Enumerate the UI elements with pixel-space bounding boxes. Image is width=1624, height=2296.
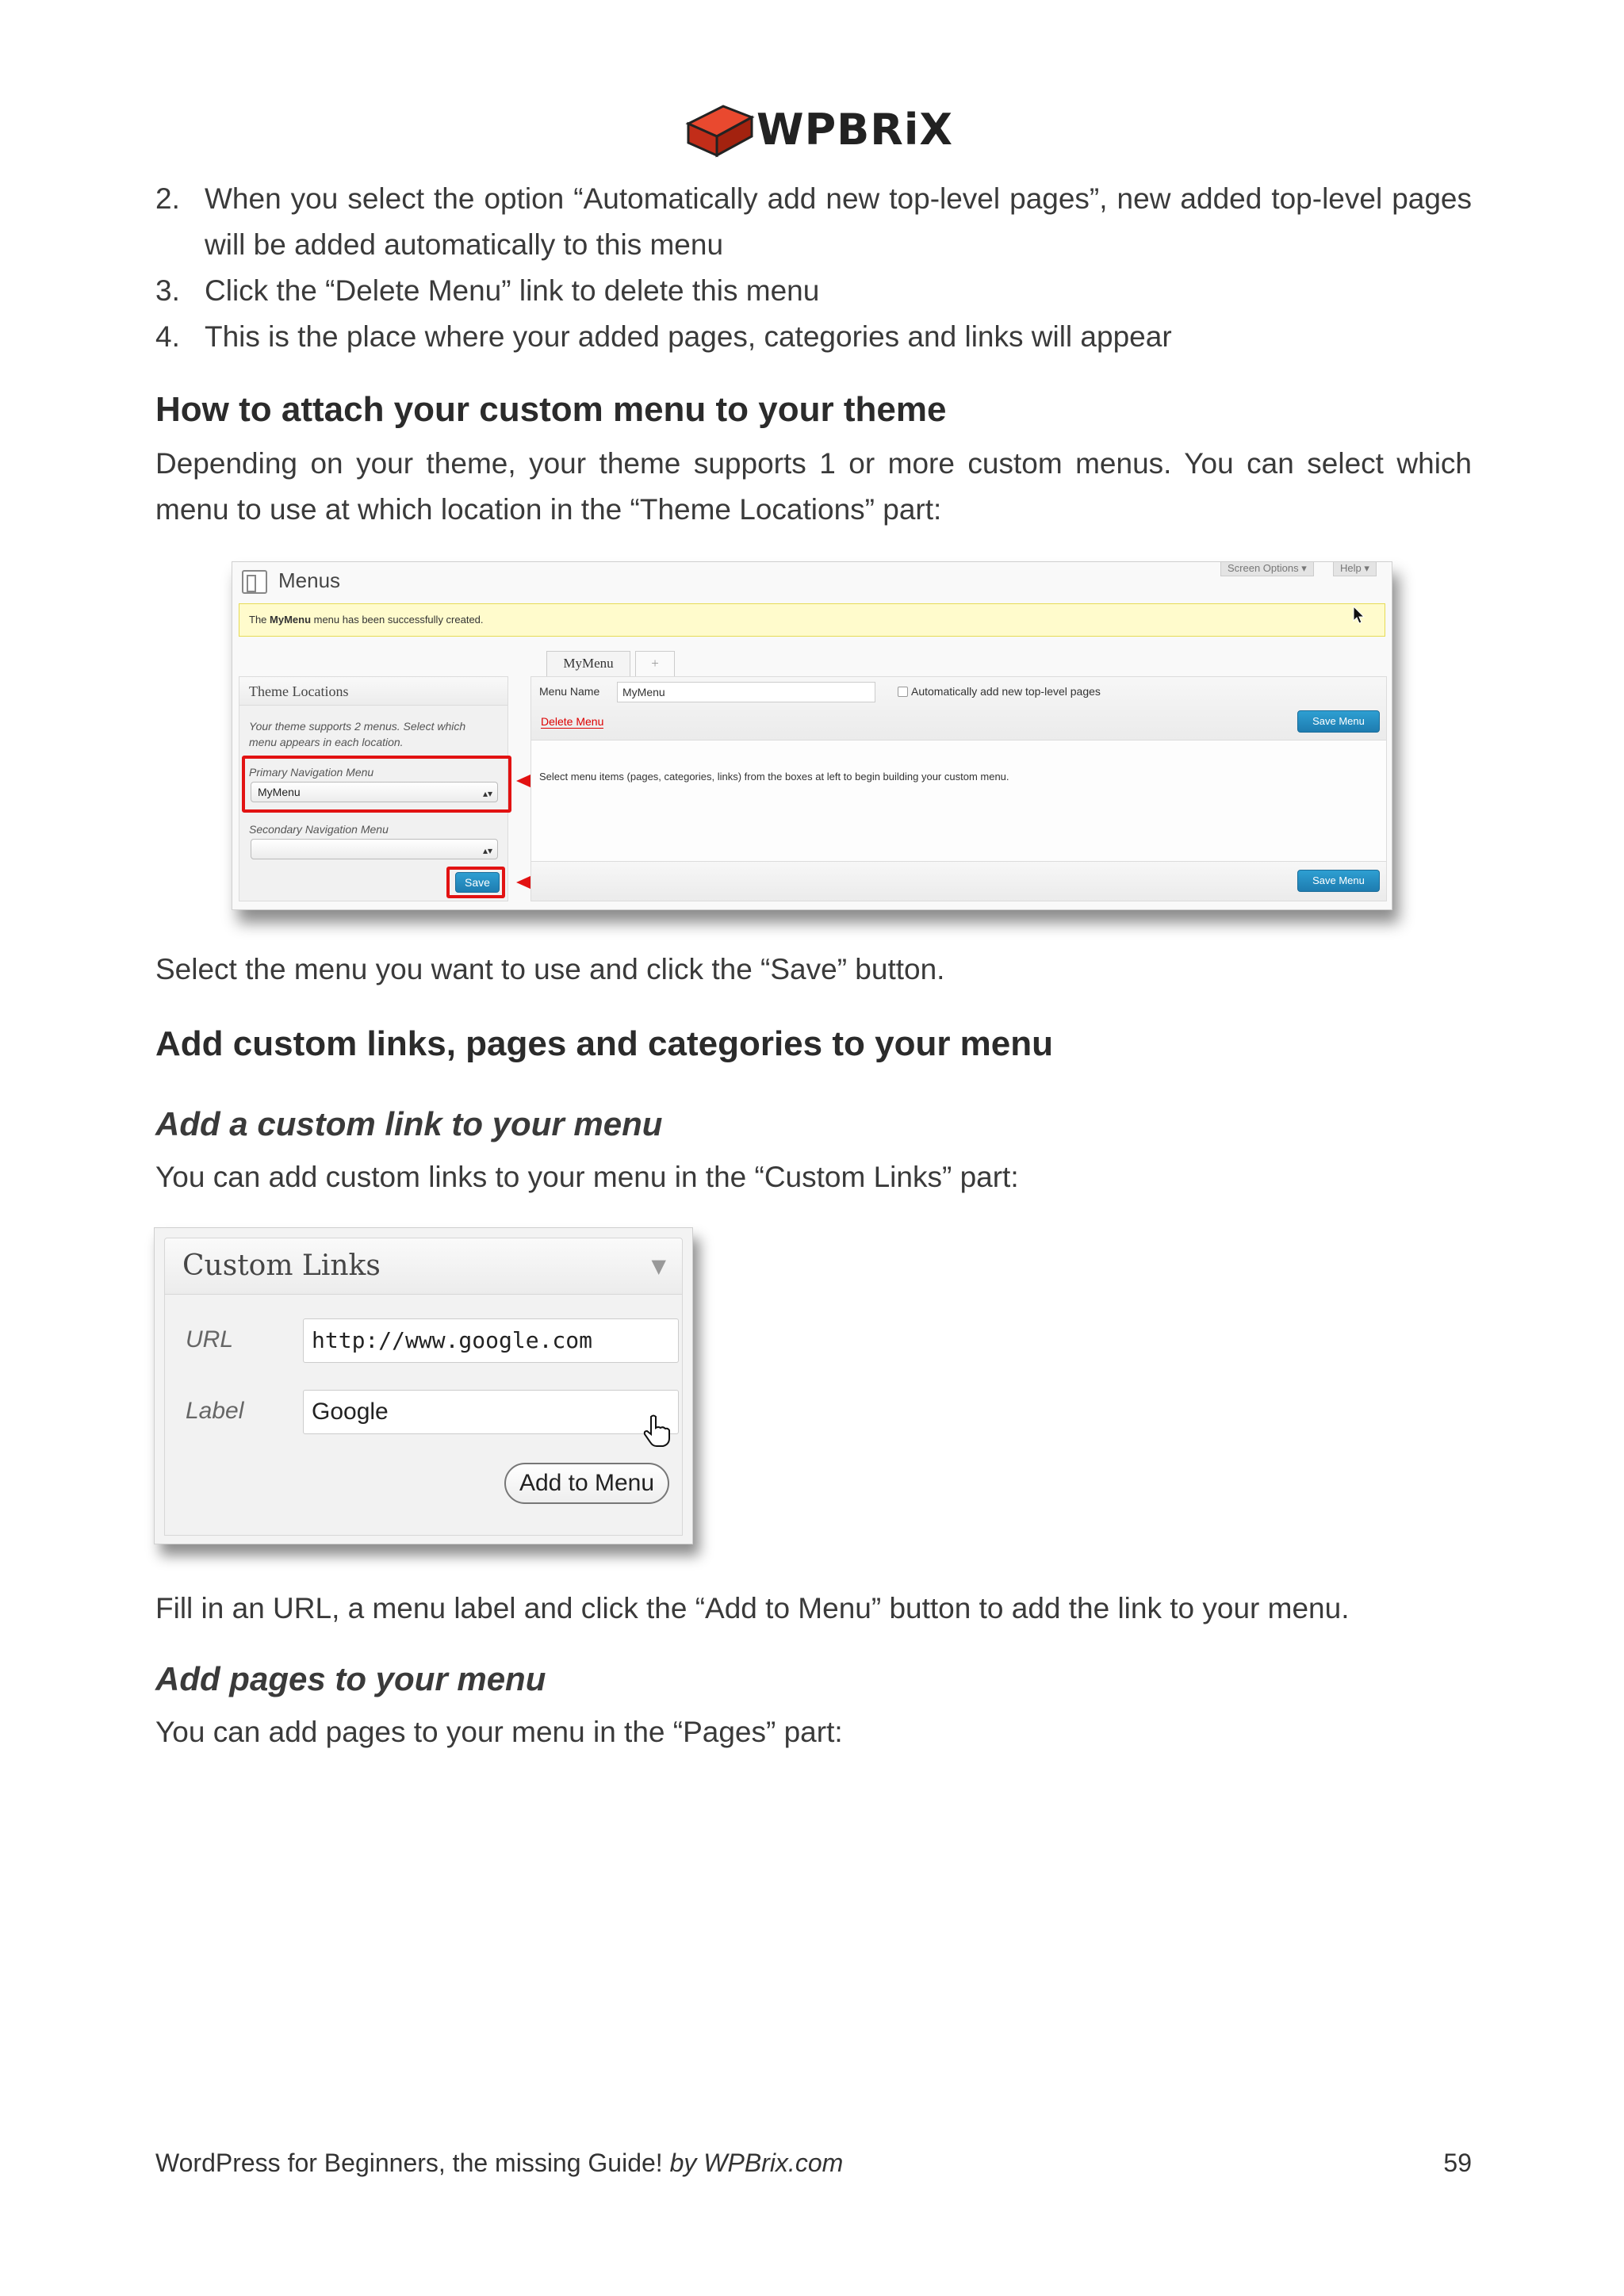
brick-icon xyxy=(684,100,755,162)
page-number: 59 xyxy=(1443,2149,1472,2177)
section-heading-custom-links: Add custom links, pages and categories to your menu xyxy=(155,1024,1054,1063)
list-item xyxy=(155,314,1472,360)
theme-caption: Select the menu you want to use and click the “Save” button. xyxy=(155,953,945,985)
section-heading-theme: How to attach your custom menu to your theme xyxy=(155,390,947,429)
footer-by: by WPBrix.com xyxy=(669,2149,844,2177)
footer-text: WordPress for Beginners, the missing Guide! by WPBrix.com xyxy=(155,2149,844,2177)
menu-editor-hint: Select menu items (pages, categories, links) from the boxes at left to begin building your custom menu. xyxy=(539,771,1009,783)
secondary-nav-label: Secondary Navigation Menu xyxy=(249,823,389,836)
custom-links-heading: Custom Links ▼ xyxy=(164,1238,683,1295)
primary-nav-select[interactable]: MyMenu ▴▾ xyxy=(251,782,498,802)
list-text: Click the “Delete Menu” link to delete this menu xyxy=(205,274,820,307)
save-highlight xyxy=(446,867,505,898)
screen-options-button[interactable]: Screen Options ▾ xyxy=(1220,562,1314,576)
menu-name-input[interactable]: MyMenu xyxy=(617,682,875,702)
theme-locations-description: Your theme supports 2 menus. Select which menu appears in each location. xyxy=(249,720,466,748)
subheading-pages: Add pages to your menu xyxy=(155,1660,546,1697)
subheading-custom-link: Add a custom link to your menu xyxy=(155,1105,663,1142)
section-paragraph-theme: Depending on your theme, your theme supports 1 or more custom menus. You can select which menu to use at which location in the “Theme Locations” part: xyxy=(155,447,1472,526)
tab-add-menu[interactable]: + xyxy=(635,651,675,676)
custom-links-screenshot xyxy=(154,1227,693,1544)
logo-text: WPBRiX xyxy=(756,105,954,155)
tab-mymenu[interactable]: MyMenu xyxy=(546,651,630,676)
list-number: 4. xyxy=(155,320,180,353)
menu-name-label: Menu Name xyxy=(539,685,600,698)
label-label: Label xyxy=(186,1398,244,1424)
primary-nav-highlight xyxy=(242,756,511,813)
auto-add-checkbox[interactable]: Automatically add new top-level pages xyxy=(898,685,1101,698)
custom-link-paragraph: You can add custom links to your menu in the “Custom Links” part: xyxy=(155,1161,1019,1193)
list-number: 3. xyxy=(155,274,180,307)
list-text: When you select the option “Automatically add new top-level pages”, new added top-level pages will be added automatically to this menu xyxy=(205,182,1472,261)
list-item xyxy=(155,268,1472,314)
success-notice: The MyMenu menu has been successfully created. xyxy=(239,603,1385,637)
select-arrows-icon: ▴▾ xyxy=(482,845,492,856)
secondary-nav-select[interactable] xyxy=(251,839,498,859)
label-input[interactable]: Google xyxy=(303,1390,679,1434)
numbered-list xyxy=(155,176,1472,360)
custom-links-body xyxy=(164,1295,683,1536)
help-button[interactable]: Help ▾ xyxy=(1333,562,1377,576)
wpbrix-logo xyxy=(684,100,954,162)
menu-editor-panel xyxy=(530,676,1387,901)
collapse-triangle-icon[interactable]: ▼ xyxy=(651,1255,666,1277)
menus-title: Menus xyxy=(242,568,340,594)
add-to-menu-button[interactable]: Add to Menu xyxy=(504,1463,669,1504)
list-item xyxy=(155,176,1472,268)
url-label: URL xyxy=(186,1326,234,1353)
url-input[interactable]: http://www.google.com xyxy=(303,1318,679,1363)
list-text: This is the place where your added pages, categories and links will appear xyxy=(205,320,1172,353)
save-menu-button-top[interactable]: Save Menu xyxy=(1297,710,1380,733)
primary-nav-label: Primary Navigation Menu xyxy=(249,766,374,779)
custom-link-caption: Fill in an URL, a menu label and click the “Add to Menu” button to add the link to your menu. xyxy=(155,1592,1350,1624)
mouse-cursor-icon xyxy=(1352,606,1366,625)
list-number: 2. xyxy=(155,182,180,215)
theme-save-button[interactable]: Save xyxy=(455,872,500,893)
save-menu-button-bottom[interactable]: Save Menu xyxy=(1297,870,1380,892)
menus-icon xyxy=(242,570,267,594)
menu-editor-header xyxy=(531,677,1386,740)
pages-paragraph: You can add pages to your menu in the “Pages” part: xyxy=(155,1716,843,1748)
delete-menu-link[interactable]: Delete Menu xyxy=(541,715,604,728)
menus-screenshot xyxy=(232,561,1392,910)
menu-editor-footer xyxy=(531,861,1386,901)
select-arrows-icon: ▴▾ xyxy=(482,788,492,799)
hand-pointer-icon xyxy=(643,1414,670,1447)
checkbox-icon xyxy=(898,687,908,697)
theme-locations-heading: Theme Locations xyxy=(239,677,508,706)
